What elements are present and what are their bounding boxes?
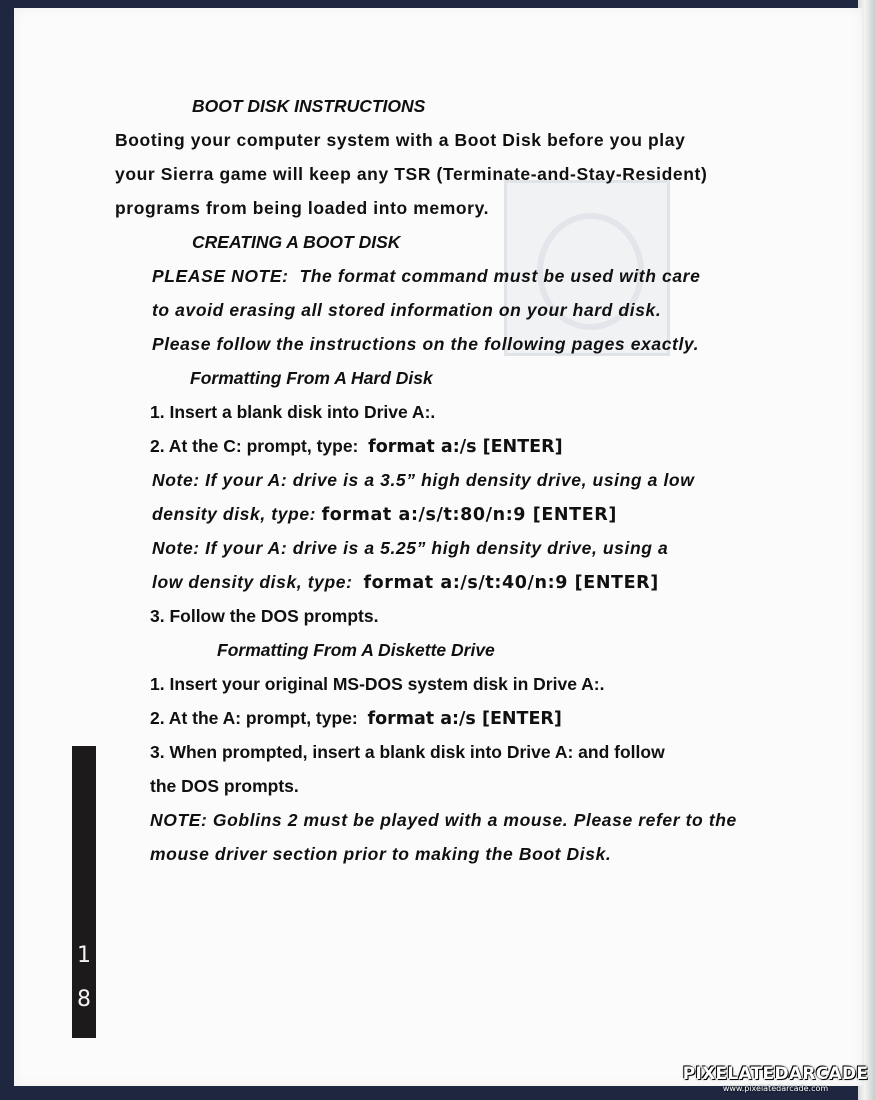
hard-disk-heading: Formatting From A Hard Disk (190, 368, 433, 388)
watermark-url: www.pixelatedarcade.com (722, 1084, 829, 1093)
format-525-command: format a:/s/t:40/n:9 [ENTER] (363, 573, 659, 593)
hard-disk-step-3: 3. Follow the DOS prompts. (150, 606, 379, 626)
hard-disk-step-1: 1. Insert a blank disk into Drive A:. (150, 402, 436, 422)
watermark (676, 1064, 875, 1094)
diskette-step-2-text: 2. At the A: prompt, type: (150, 708, 358, 728)
hard-disk-step-2 (150, 435, 563, 458)
note-35-line-1: Note: If your A: drive is a 3.5” high density drive, using a low (152, 470, 695, 490)
note-35-line-2 (152, 503, 617, 526)
diskette-heading: Formatting From A Diskette Drive (217, 640, 495, 660)
format-35-command: format a:/s/t:80/n:9 [ENTER] (321, 505, 617, 525)
note-525-line-2 (152, 571, 659, 594)
hard-disk-format-command: format a:/s [ENTER] (368, 437, 563, 457)
mouse-note-line-2: mouse driver section prior to making the Boot Disk. (150, 844, 612, 864)
hard-disk-step-2-text: 2. At the C: prompt, type: (150, 436, 359, 456)
diskette-step-3-line-1: 3. When prompted, insert a blank disk into Drive A: and follow (150, 742, 665, 762)
note-525-line-1: Note: If your A: drive is a 5.25” high density drive, using a (152, 538, 669, 558)
intro-line-1: Booting your computer system with a Boot Disk before you play (115, 130, 686, 150)
diskette-step-1: 1. Insert your original MS-DOS system disk in Drive A:. (150, 674, 605, 694)
manual-page (14, 8, 862, 1086)
watermark-brand: PIXELATEDARCADE (682, 1064, 869, 1084)
page-number: 1 8 (77, 943, 91, 1012)
diskette-step-3-line-2: the DOS prompts. (150, 776, 299, 796)
please-note-text: The format command must be used with care (299, 266, 701, 286)
page-number-tab (72, 746, 96, 1038)
please-note-line-3: Please follow the instructions on the following pages exactly. (152, 334, 700, 354)
creating-boot-disk-heading: CREATING A BOOT DISK (192, 232, 401, 252)
intro-line-3: programs from being loaded into memory. (115, 198, 490, 218)
diskette-step-2 (150, 707, 562, 730)
note-35-prefix: density disk, type: (152, 504, 317, 524)
section-title: BOOT DISK INSTRUCTIONS (192, 96, 426, 116)
diskette-format-command: format a:/s [ENTER] (367, 709, 562, 729)
note-525-prefix: low density disk, type: (152, 572, 353, 592)
mouse-note-line-1: NOTE: Goblins 2 must be played with a mouse. Please refer to the (150, 810, 737, 830)
please-note-line-1 (152, 265, 700, 287)
please-note-line-2: to avoid erasing all stored information on your hard disk. (152, 300, 662, 320)
please-note-label: PLEASE NOTE: (152, 266, 289, 286)
intro-line-2: your Sierra game will keep any TSR (Terminate-and-Stay-Resident) (115, 164, 708, 184)
